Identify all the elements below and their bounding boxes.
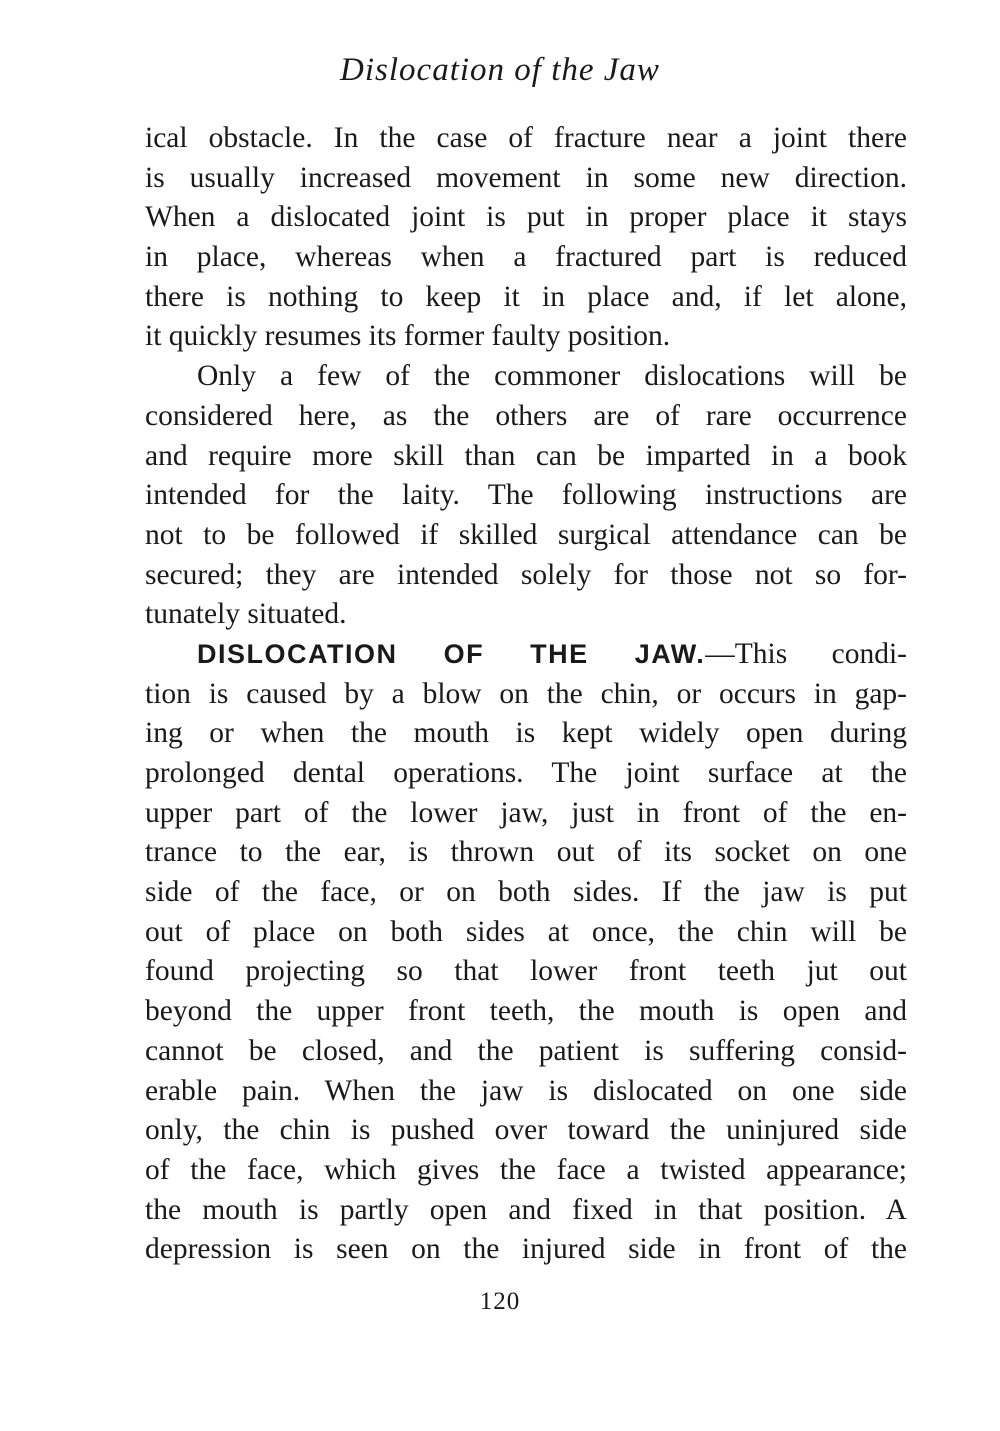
text-line: upper part of the lower jaw, just in front of the en- [145,796,907,829]
text-line: not to be followed if skilled surgical attendance can be [145,518,907,551]
text-line: only, the chin is pushed over toward the uninjured side [145,1114,907,1147]
text-line: ical obstacle. In the case of fracture near a joint there [145,122,907,154]
text-line: ing or when the mouth is kept widely open during [145,717,907,750]
text-line: and require more skill than can be imparted in a book [145,439,907,472]
text-line: is usually increased movement in some new direction. [145,161,907,194]
text-line: tion is caused by a blow on the chin, or occurs in gap- [145,677,907,710]
text-line: trance to the ear, is thrown out of its socket on one [145,836,907,869]
text-line: out of place on both sides at once, the chin will be [145,915,907,948]
text-line: When a dislocated joint is put in proper place it stays [145,201,907,234]
text-line: of the face, which gives the face a twisted appearance; [145,1153,907,1186]
running-head-title: Dislocation of the Jaw [340,52,660,88]
text-line: intended for the laity. The following instructions are [145,479,907,512]
text-line: tunately situated. [145,598,347,631]
text-line: beyond the upper front teeth, the mouth is open and [145,995,907,1028]
text-line: side of the face, or on both sides. If the jaw is put [145,876,907,909]
text-line: depression is seen on the injured side in front of the [145,1233,907,1266]
text-line: prolonged dental operations. The joint surface at the [145,757,907,789]
body-text [145,119,907,1270]
text-line: found projecting so that lower front teeth jut out [145,955,907,988]
section-heading-line [145,635,907,675]
text-line: cannot be closed, and the patient is suffering consid- [145,1034,907,1067]
text-line: erable pain. When the jaw is dislocated on one side [145,1074,907,1107]
text-line: in place, whereas when a fractured part is reduced [145,241,907,274]
section-lead-text: —This condi- [705,637,907,670]
text-line: secured; they are intended solely for those not so for- [145,558,907,591]
text-line: there is nothing to keep it in place and, if let alone, [145,280,907,313]
text-line: considered here, as the others are of rare occurrence [145,399,907,432]
page-number: 120 [479,1288,521,1315]
text-line: the mouth is partly open and fixed in that position. A [145,1193,907,1226]
text-line: it quickly resumes its former faulty position. [145,320,671,353]
section-heading: DISLOCATION OF THE JAW. [197,638,706,669]
text-line: Only a few of the commoner dislocations will be [197,360,907,393]
